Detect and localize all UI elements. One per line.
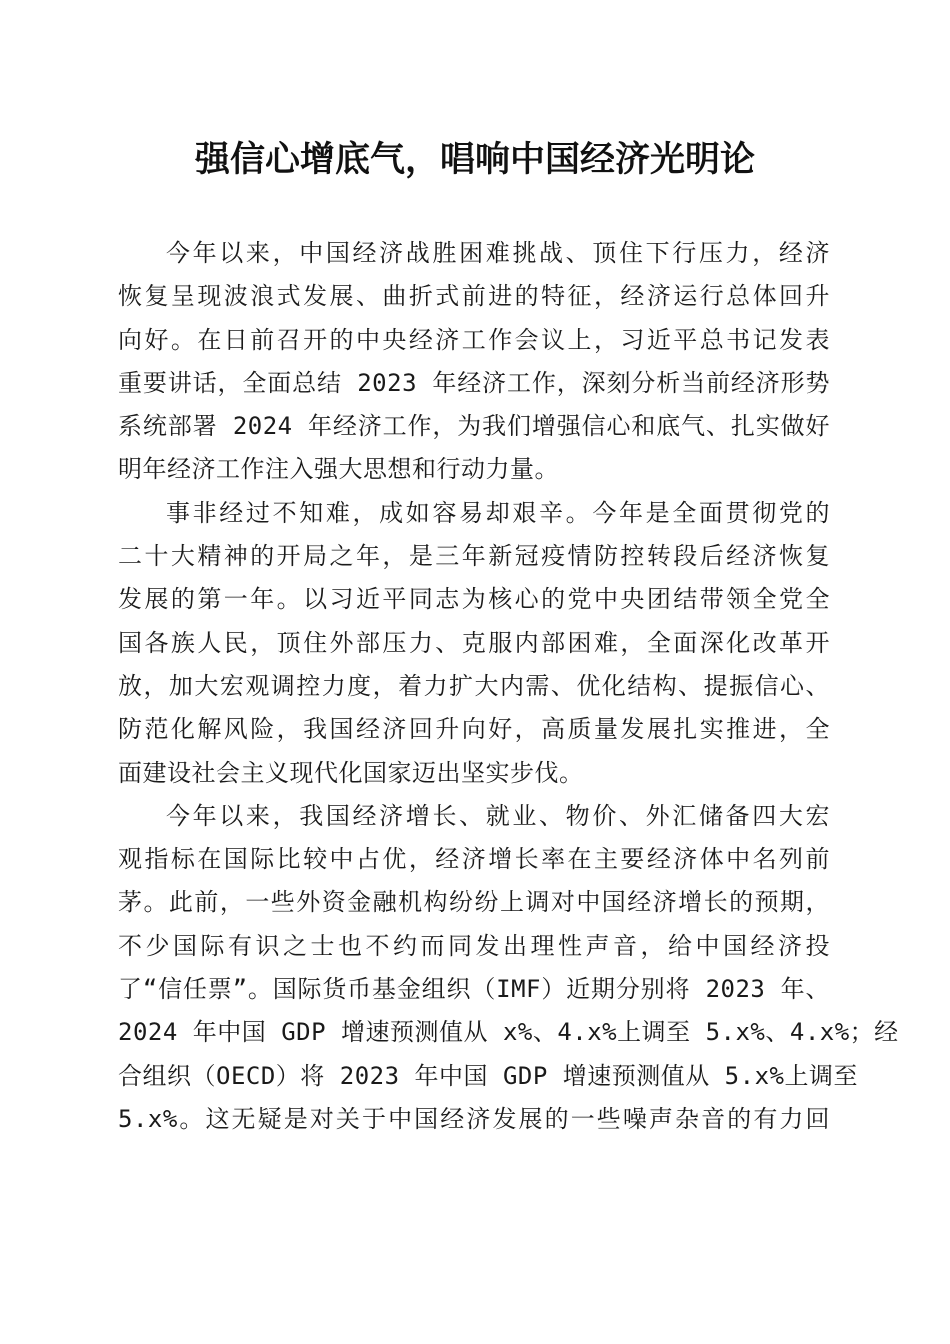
body-text-line: 系统部署 2024 年经济工作，为我们增强信心和底气、扎实做好	[118, 412, 830, 441]
body-text-line: 2024 年中国 GDP 增速预测值从 x%、4.x%上调至 5.x%、4.x%；经	[118, 1018, 899, 1047]
document-body	[118, 232, 899, 1141]
body-text-line: 向好。在日前召开的中央经济工作会议上，习近平总书记发表	[118, 325, 830, 354]
document-title: 强信心增底气，唱响中国经济光明论	[194, 139, 755, 180]
body-text-line: 二十大精神的开局之年，是三年新冠疫情防控转段后经济恢复	[118, 542, 830, 571]
body-text-line: 合组织（OECD）将 2023 年中国 GDP 增速预测值从 5.x%上调至	[118, 1061, 858, 1090]
body-text-line: 5.x%。这无疑是对关于中国经济发展的一些噪声杂音的有力回	[118, 1104, 830, 1133]
body-text-line: 茅。此前，一些外资金融机构纷纷上调对中国经济增长的预期，	[118, 888, 830, 917]
body-text-line: 防范化解风险，我国经济回升向好，高质量发展扎实推进，全	[118, 715, 830, 744]
body-text-line: 发展的第一年。以习近平同志为核心的党中央团结带领全党全	[118, 585, 830, 614]
body-text-line: 不少国际有识之士也不约而同发出理性声音，给中国经济投	[118, 931, 830, 960]
body-text-line: 恢复呈现波浪式发展、曲折式前进的特征，经济运行总体回升	[118, 282, 830, 311]
body-text-line: 观指标在国际比较中占优，经济增长率在主要经济体中名列前	[118, 845, 830, 874]
body-text-line: 明年经济工作注入强大思想和行动力量。	[118, 455, 559, 484]
body-text-line: 重要讲话，全面总结 2023 年经济工作，深刻分析当前经济形势	[118, 368, 830, 397]
body-text-line: 了“信任票”。国际货币基金组织（IMF）近期分别将 2023 年、	[118, 975, 830, 1004]
body-text-line: 事非经过不知难，成如容易却艰辛。今年是全面贯彻党的	[166, 498, 830, 527]
body-text-line: 面建设社会主义现代化国家迈出坚实步伐。	[118, 758, 584, 787]
body-text-line: 今年以来，我国经济增长、就业、物价、外汇储备四大宏	[166, 801, 830, 830]
body-text-line: 放，加大宏观调控力度，着力扩大内需、优化结构、提振信心、	[118, 671, 830, 700]
body-text-line: 国各族人民，顶住外部压力、克服内部困难，全面深化改革开	[118, 628, 830, 657]
body-text-line: 今年以来，中国经济战胜困难挑战、顶住下行压力，经济	[166, 239, 830, 267]
